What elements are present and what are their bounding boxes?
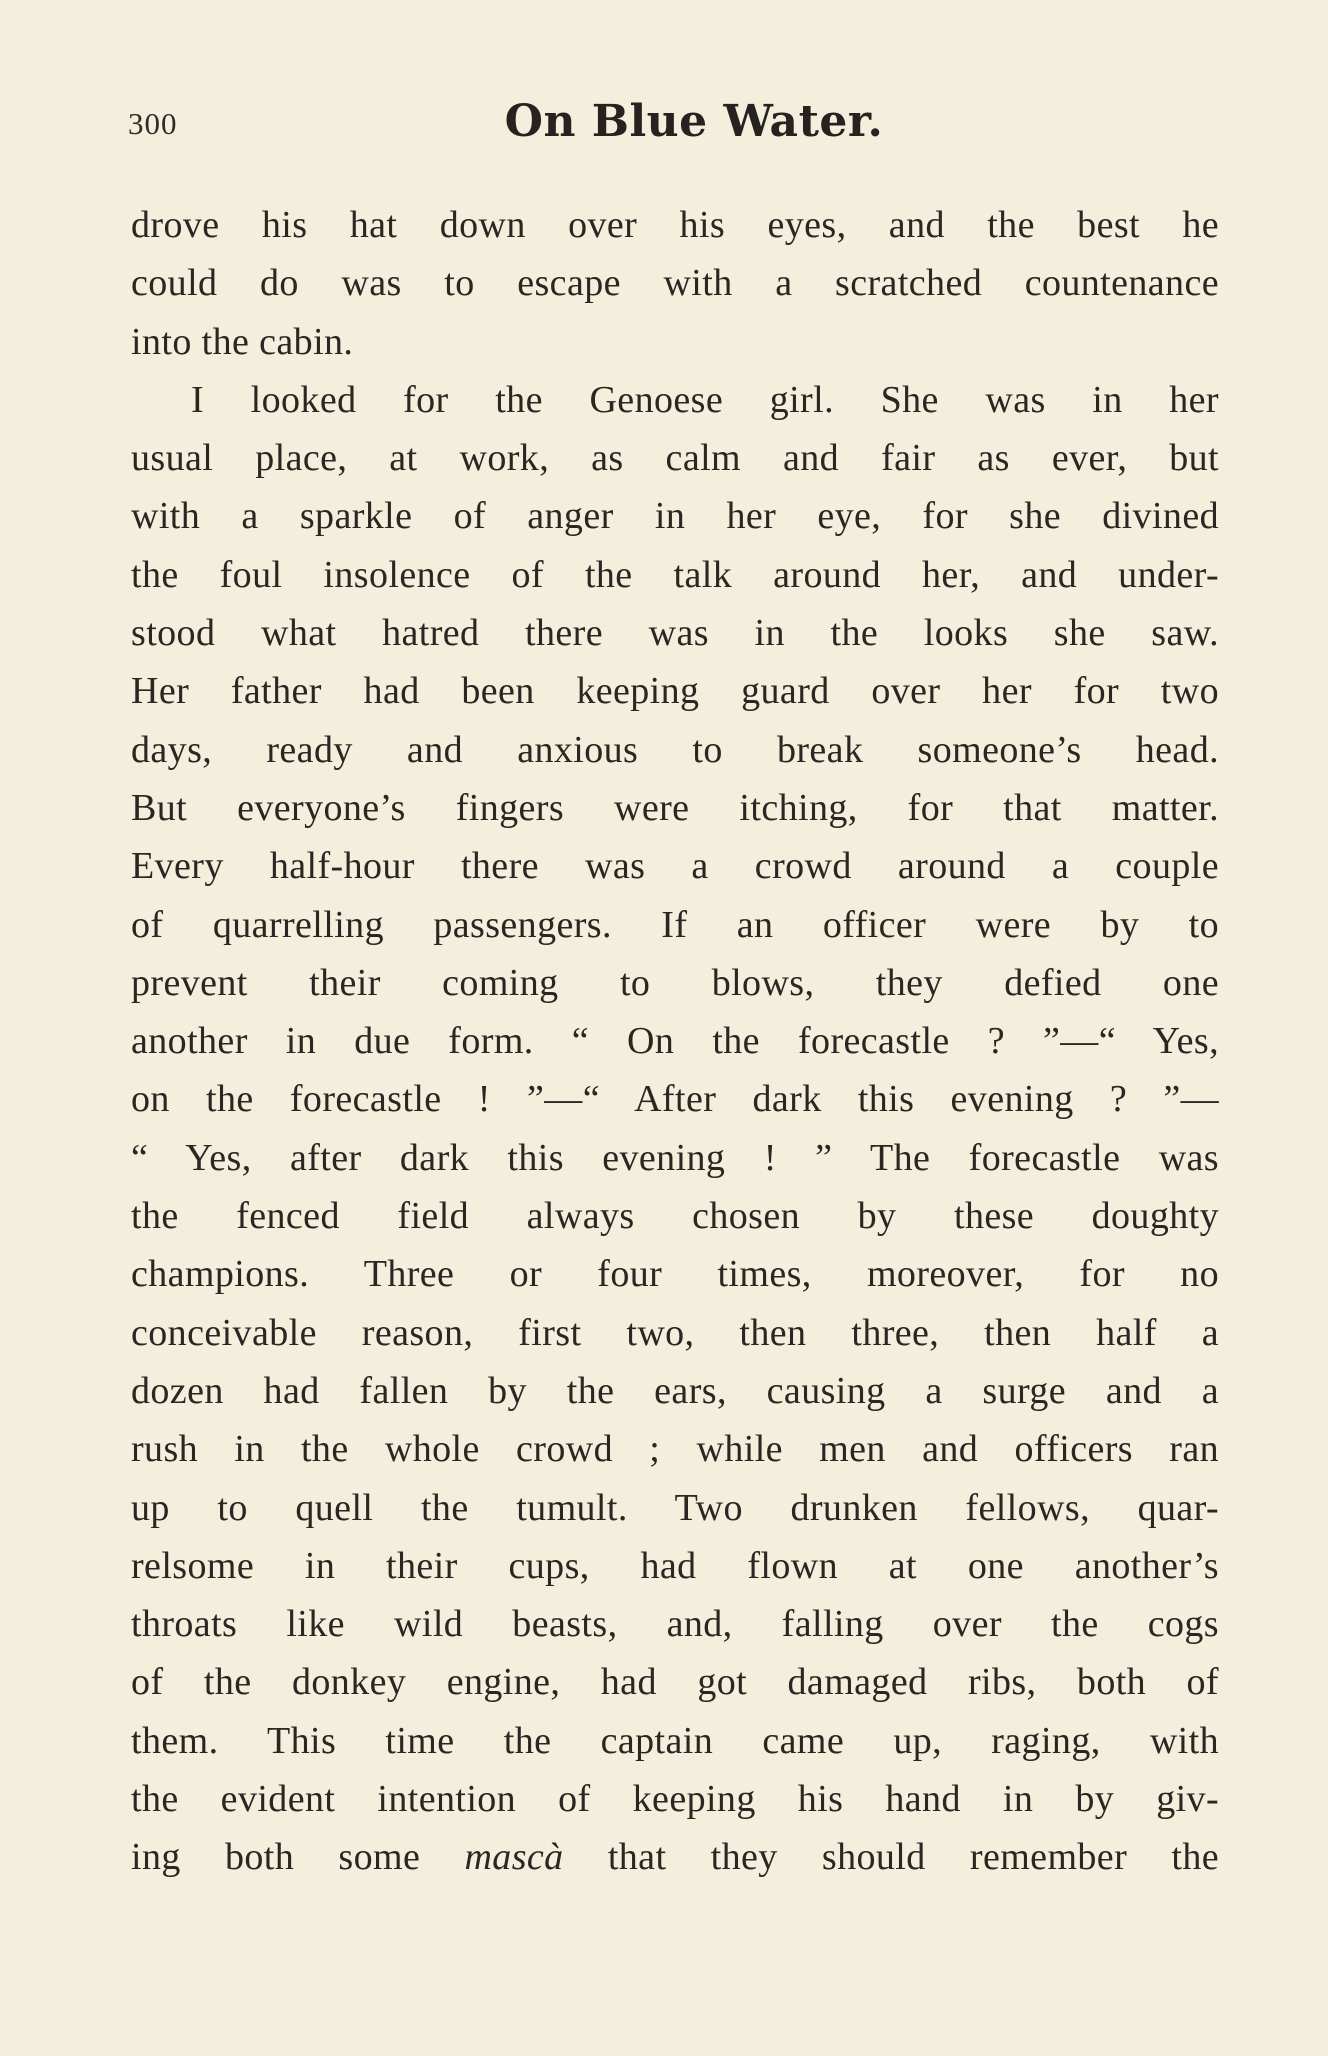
text-line: of quarrelling passengers. If an officer were by to bbox=[131, 903, 1219, 946]
text-line: the fenced field always chosen by these doughty bbox=[131, 1195, 1219, 1238]
text-line: “ Yes, after dark this evening ! ” The forecastle was bbox=[131, 1136, 1219, 1179]
text-line: stood what hatred there was in the looks she saw. bbox=[131, 612, 1219, 655]
text-line: of the donkey engine, had got damaged ribs, both of bbox=[131, 1661, 1219, 1704]
text-line: them. This time the captain came up, raging, with bbox=[131, 1719, 1219, 1762]
text-line: drove his hat down over his eyes, and the best he bbox=[131, 204, 1219, 246]
text-line: up to quell the tumult. Two drunken fellows, quar- bbox=[131, 1486, 1219, 1529]
text-line: prevent their coming to blows, they defied one bbox=[131, 961, 1219, 1004]
text-line: days, ready and anxious to break someone’s head. bbox=[131, 728, 1219, 771]
text-line: on the forecastle ! ”—“ After dark this evening ? ”— bbox=[131, 1078, 1219, 1121]
text-line: into the cabin. bbox=[131, 320, 354, 363]
text-line: Every half-hour there was a crowd around a couple bbox=[131, 845, 1219, 888]
paragraph-start-line: I looked for the Genoese girl. She was in her bbox=[191, 378, 1219, 421]
text-line: conceivable reason, first two, then three, then half a bbox=[131, 1311, 1219, 1354]
text-line: throats like wild beasts, and, falling over the cogs bbox=[131, 1603, 1219, 1646]
text-line: the foul insolence of the talk around her, and under- bbox=[131, 553, 1219, 596]
text-line: with a sparkle of anger in her eye, for she divined bbox=[131, 495, 1219, 538]
running-title: On Blue Water. bbox=[504, 96, 884, 147]
text-line: dozen had fallen by the ears, causing a surge and a bbox=[131, 1369, 1219, 1412]
text-line: But everyone’s fingers were itching, for that matter. bbox=[131, 786, 1219, 829]
page-number: 300 bbox=[128, 106, 178, 141]
text-line: relsome in their cups, had flown at one another’s bbox=[131, 1544, 1219, 1587]
final-text-line bbox=[131, 1828, 1219, 1886]
body-text bbox=[131, 196, 1219, 1887]
final-line-before: ing both some bbox=[131, 1836, 465, 1879]
text-line: another in due form. “ On the forecastle ? ”—“ Yes, bbox=[131, 1020, 1219, 1063]
text-line: usual place, at work, as calm and fair as ever, but bbox=[131, 437, 1219, 480]
text-line: rush in the whole crowd ; while men and officers ran bbox=[131, 1428, 1219, 1471]
text-line: could do was to escape with a scratched countenance bbox=[131, 262, 1219, 305]
text-line: Her father had been keeping guard over her for two bbox=[131, 670, 1219, 713]
final-line-after: that they should remember the bbox=[563, 1836, 1219, 1879]
text-line: the evident intention of keeping his hand in by giv- bbox=[131, 1778, 1219, 1821]
running-head bbox=[128, 96, 1220, 156]
italic-word: mascà bbox=[464, 1836, 564, 1879]
text-line: champions. Three or four times, moreover, for no bbox=[131, 1253, 1219, 1296]
